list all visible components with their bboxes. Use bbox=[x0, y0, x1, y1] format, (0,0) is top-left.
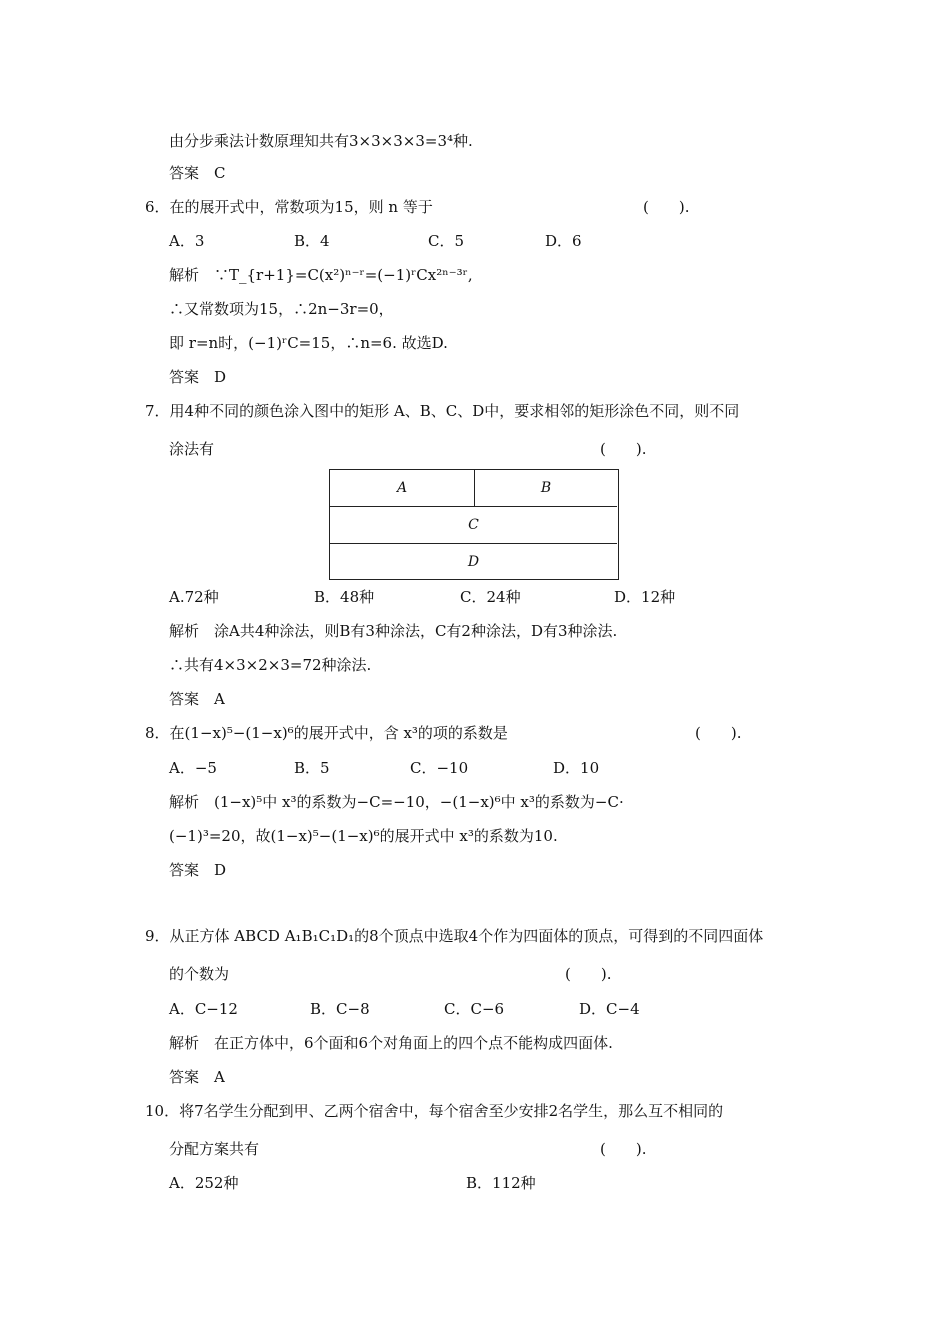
question-8: 8．在(1−x)⁵−(1−x)⁶的展开式中，含 x³的项的系数是 bbox=[145, 724, 508, 742]
q8-option-c: C．−10 bbox=[410, 759, 469, 777]
figure-cell-a: A bbox=[330, 470, 475, 507]
q8-option-b: B．5 bbox=[294, 759, 330, 777]
figure-cell-b: B bbox=[475, 470, 617, 507]
answer-line: 答案 D bbox=[169, 368, 227, 386]
question-9-cont: 的个数为 bbox=[169, 965, 230, 983]
question-7: 7．用4种不同的颜色涂入图中的矩形 A、B、C、D中，要求相邻的矩形涂色不同，则不同 bbox=[145, 402, 740, 420]
question-10: 10．将7名学生分配到甲、乙两个宿舍中，每个宿舍至少安排2名学生，那么互不相同的 bbox=[145, 1102, 724, 1120]
answer-line: 答案 A bbox=[169, 690, 225, 708]
solution-line: ∴共有4×3×2×3=72种涂法. bbox=[169, 656, 372, 674]
solution-line: 即 r=n时，(−1)ʳC=15，∴n=6. 故选D. bbox=[169, 334, 448, 352]
question-6-bracket: ( ). bbox=[643, 198, 690, 216]
q9-option-a: A．C−12 bbox=[169, 1000, 238, 1018]
q10-option-a: A．252种 bbox=[169, 1174, 239, 1192]
q7-option-c: C．24种 bbox=[460, 588, 521, 606]
q9-option-c: C．C−6 bbox=[444, 1000, 505, 1018]
figure-cell-c: C bbox=[330, 507, 617, 544]
solution-line: 解析 在正方体中，6个面和6个对角面上的四个点不能构成四面体. bbox=[169, 1034, 613, 1052]
q8-option-a: A．−5 bbox=[169, 759, 217, 777]
solution-line: 解析 ∵T_{r+1}=C(x²)ⁿ⁻ʳ=(−1)ʳCx²ⁿ⁻³ʳ, bbox=[169, 266, 473, 284]
solution-line: ∴又常数项为15，∴2n−3r=0， bbox=[169, 300, 394, 318]
q7-option-a: A.72种 bbox=[169, 588, 219, 606]
question-10-cont: 分配方案共有 bbox=[169, 1140, 260, 1158]
q7-option-d: D．12种 bbox=[614, 588, 676, 606]
question-8-bracket: ( ). bbox=[695, 724, 742, 742]
q8-option-d: D．10 bbox=[553, 759, 600, 777]
q9-option-d: D．C−4 bbox=[579, 1000, 640, 1018]
q6-option-b: B．4 bbox=[294, 232, 330, 250]
question-6: 6．在的展开式中，常数项为15，则 n 等于 bbox=[145, 198, 433, 216]
question-7-cont: 涂法有 bbox=[169, 440, 215, 458]
solution-line: (−1)³=20，故(1−x)⁵−(1−x)⁶的展开式中 x³的系数为10. bbox=[169, 827, 558, 845]
rectangle-figure bbox=[329, 469, 619, 580]
figure-cell-d: D bbox=[467, 554, 480, 570]
solution-line: 解析 (1−x)⁵中 x³的系数为−C=−10，−(1−x)⁶中 x³的系数为−C· bbox=[169, 793, 624, 811]
q7-option-b: B．48种 bbox=[314, 588, 375, 606]
question-9-bracket: ( ). bbox=[565, 965, 612, 983]
q6-option-d: D．6 bbox=[545, 232, 582, 250]
q9-option-b: B．C−8 bbox=[310, 1000, 370, 1018]
q6-option-a: A．3 bbox=[169, 232, 205, 250]
answer-line: 答案 C bbox=[169, 164, 226, 182]
answer-line: 答案 A bbox=[169, 1068, 225, 1086]
q10-option-b: B．112种 bbox=[466, 1174, 536, 1192]
solution-line: 由分步乘法计数原理知共有3×3×3×3=3⁴种. bbox=[169, 132, 473, 150]
question-10-bracket: ( ). bbox=[600, 1140, 647, 1158]
q6-option-c: C．5 bbox=[428, 232, 465, 250]
question-7-bracket: ( ). bbox=[600, 440, 647, 458]
answer-line: 答案 D bbox=[169, 861, 227, 879]
question-9: 9．从正方体 ABCD A₁B₁C₁D₁的8个顶点中选取4个作为四面体的顶点，可得到的不同四面体 bbox=[145, 927, 764, 945]
solution-line: 解析 涂A共4种涂法，则B有3种涂法，C有2种涂法，D有3种涂法. bbox=[169, 622, 618, 640]
